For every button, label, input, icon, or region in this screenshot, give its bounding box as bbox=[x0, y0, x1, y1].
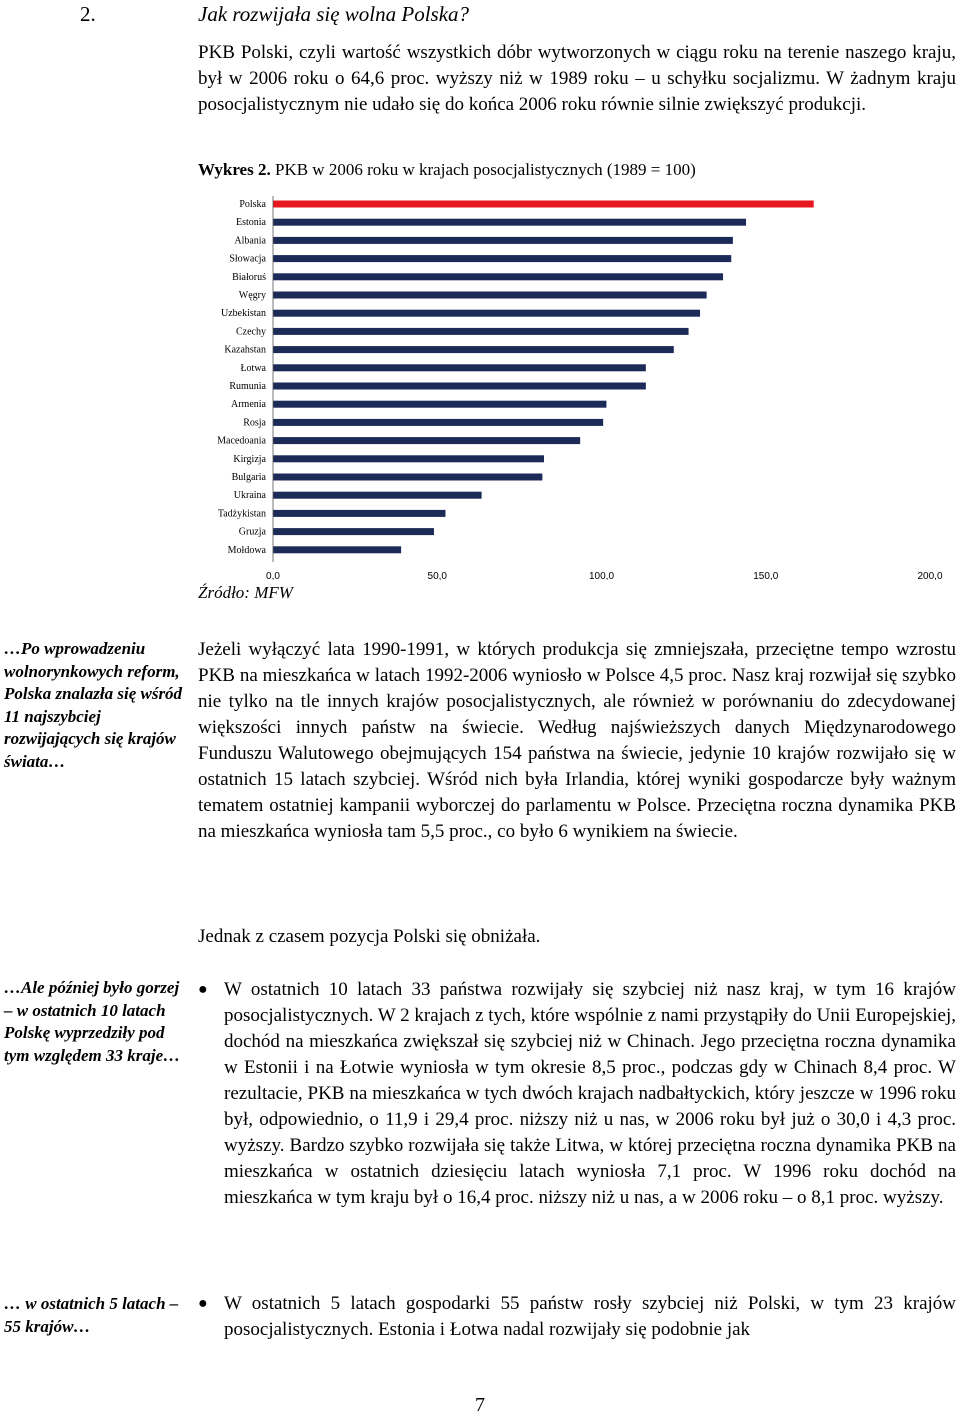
bullet-item bbox=[198, 1291, 956, 1343]
category-label: Estonia bbox=[236, 217, 266, 229]
bar-Białoruś bbox=[273, 273, 723, 280]
bar-Ukraina bbox=[273, 492, 482, 499]
category-label: Armenia bbox=[231, 399, 266, 411]
tick-label: 100,0 bbox=[588, 571, 615, 580]
bullet-list-2 bbox=[198, 1291, 956, 1343]
transition-sentence: Jednak z czasem pozycja Polski się obniżała. bbox=[198, 926, 541, 947]
tick-label: 200,0 bbox=[917, 571, 943, 580]
bar-Słowacja bbox=[273, 255, 731, 262]
category-label: Łotwa bbox=[240, 362, 266, 374]
category-label: Uzbekistan bbox=[221, 308, 266, 320]
bar-Bulgaria bbox=[273, 474, 542, 481]
category-label: Kazahstan bbox=[224, 344, 266, 356]
bar-Mołdowa bbox=[273, 546, 401, 553]
chart-caption bbox=[198, 160, 696, 180]
section-heading bbox=[80, 2, 469, 27]
tick-label: 150,0 bbox=[753, 571, 779, 580]
bar-Czechy bbox=[273, 328, 689, 335]
side-note-10-years: …Ale później było gorzej – w ostatnich 10 latach Polskę wyprzedziły pod tym względem 33 kraje… bbox=[4, 978, 181, 1065]
bar-Armenia bbox=[273, 401, 606, 408]
category-label: Rosja bbox=[243, 417, 266, 429]
page-number: 7 bbox=[475, 1394, 485, 1416]
category-label: Polska bbox=[239, 199, 266, 210]
bar-Rumunia bbox=[273, 383, 646, 390]
body-paragraph: Jeżeli wyłączyć lata 1990-1991, w których produkcja się zmniejszała, przeciętne tempo wzrostu PKB na mieszkańca w latach 1992-2006 wyniosło w Polsce 4,5 proc. Nasz kraj rozwijał się szybko nie tylko na tle innych krajów posocjalistycznych, ale również w porównaniu do zdecydowanej większości innych państw na świecie. Według najświeższych danych Międzynarodowego Funduszu Walutowego obejmujących 154 państwa na świecie, jedynie 10 krajów rozwijało się w ostatnich 15 latach szybciej. Wśród nich była Irlandia, której wyniki gospodarcze były ważnym tematem ostatniej kampanii wyborczej do parlamentu w Polsce. Przeciętna roczna dynamika PKB na mieszkańca wyniosła tam 5,5 proc., co było 6 wynikiem na świecie. bbox=[198, 639, 956, 842]
chart-caption-text: PKB w 2006 roku w krajach posocjalistycznych (1989 = 100) bbox=[274, 160, 696, 179]
bar-Węgry bbox=[273, 292, 707, 299]
category-label: Mołdowa bbox=[227, 544, 266, 556]
section-number: 2. bbox=[80, 2, 96, 26]
bar-Gruzja bbox=[273, 528, 434, 535]
category-label: Rumunia bbox=[229, 381, 266, 392]
tick-label: 0,0 bbox=[266, 571, 280, 580]
category-label: Bulgaria bbox=[231, 472, 266, 483]
bar-Kazahstan bbox=[273, 346, 674, 353]
bar-Kirgizja bbox=[273, 455, 544, 462]
bar-Estonia bbox=[273, 219, 746, 226]
gdp-bar-chart bbox=[0, 188, 960, 580]
category-label: Tadżykistan bbox=[217, 508, 266, 520]
side-note-reforms: …Po wprowadzeniu wolnorynkowych reform, Polska znalazła się wśród 11 najszybciej rozwijających się krajów świata… bbox=[4, 639, 183, 771]
side-note-5-years: … w ostatnich 5 latach – 55 krajów… bbox=[4, 1294, 179, 1336]
bullet-text: W ostatnich 10 latach 33 państwa rozwijały się szybciej niż nasz kraj, w tym 16 krajów posocjalistycznych. W 2 krajach z tych, które wspólnie z nami przystąpiły do Unii Europejskiej, dochód na mieszkańca zwiększał się szybciej niż w Chinach. Jego przeciętna roczna dynamika w Estonii i na Łotwie wyniosła w tym okresie 8,5 proc., podczas gdy w Chinach 8,4 proc. W rezultacie, PKB na mieszkańca w tych dwóch krajach nadbałtyckich, który jeszcze w 1996 roku był, odpowiednio, o 11,9 i 29,4 proc. niższy niż u nas, w 2006 roku był już o 30,0 i 4,3 proc. wyższy. Bardzo szybko rozwijała się także Litwa, w której przeciętna roczna dynamika PKB na mieszkańca w ostatnich dziesięciu latach wyniosła 7,1 proc. W 1996 roku dochód na mieszkańca w tym kraju był o 16,4 proc. niższy niż u nas, a w 2006 roku – o 8,1 proc. wyższy. bbox=[224, 979, 956, 1208]
tick-label: 50,0 bbox=[427, 571, 447, 580]
bar-Uzbekistan bbox=[273, 310, 700, 317]
chart-source: Źródło: MFW bbox=[198, 583, 293, 602]
category-label: Czechy bbox=[236, 326, 266, 338]
bar-Polska bbox=[273, 201, 814, 208]
category-label: Białoruś bbox=[232, 271, 266, 283]
category-label: Macedoania bbox=[217, 435, 266, 447]
bullet-icon: ● bbox=[198, 981, 208, 998]
category-label: Słowacja bbox=[229, 253, 266, 265]
chart-caption-label: Wykres 2. bbox=[198, 160, 271, 179]
bullet-text: W ostatnich 5 latach gospodarki 55 państw rosły szybciej niż Polski, w tym 23 krajów posocjalistycznych. Estonia i Łotwa nadal rozwijały się podobnie jak bbox=[224, 1293, 956, 1340]
intro-paragraph: PKB Polski, czyli wartość wszystkich dóbr wytworzonych w ciągu roku na terenie naszego kraju, był w 2006 roku o 64,6 proc. wyższy niż w 1989 roku – u schyłku socjalizmu. W żadnym kraju posocjalistycznym nie udało się do końca 2006 roku równie silnie zwiększyć produkcji. bbox=[198, 42, 956, 115]
bar-Rosja bbox=[273, 419, 603, 426]
bar-Macedoania bbox=[273, 437, 580, 444]
section-title: Jak rozwijała się wolna Polska? bbox=[198, 2, 470, 26]
category-label: Kirgizja bbox=[233, 453, 266, 465]
category-label: Albania bbox=[234, 235, 266, 247]
bullet-icon: ● bbox=[198, 1295, 208, 1312]
category-label: Gruzja bbox=[238, 526, 266, 538]
category-label: Ukraina bbox=[233, 490, 266, 502]
bullet-list-1 bbox=[198, 977, 956, 1211]
bar-Albania bbox=[273, 237, 733, 244]
category-label: Węgry bbox=[238, 290, 266, 301]
bullet-item bbox=[198, 977, 956, 1211]
bar-Tadżykistan bbox=[273, 510, 445, 517]
bar-Łotwa bbox=[273, 364, 646, 371]
